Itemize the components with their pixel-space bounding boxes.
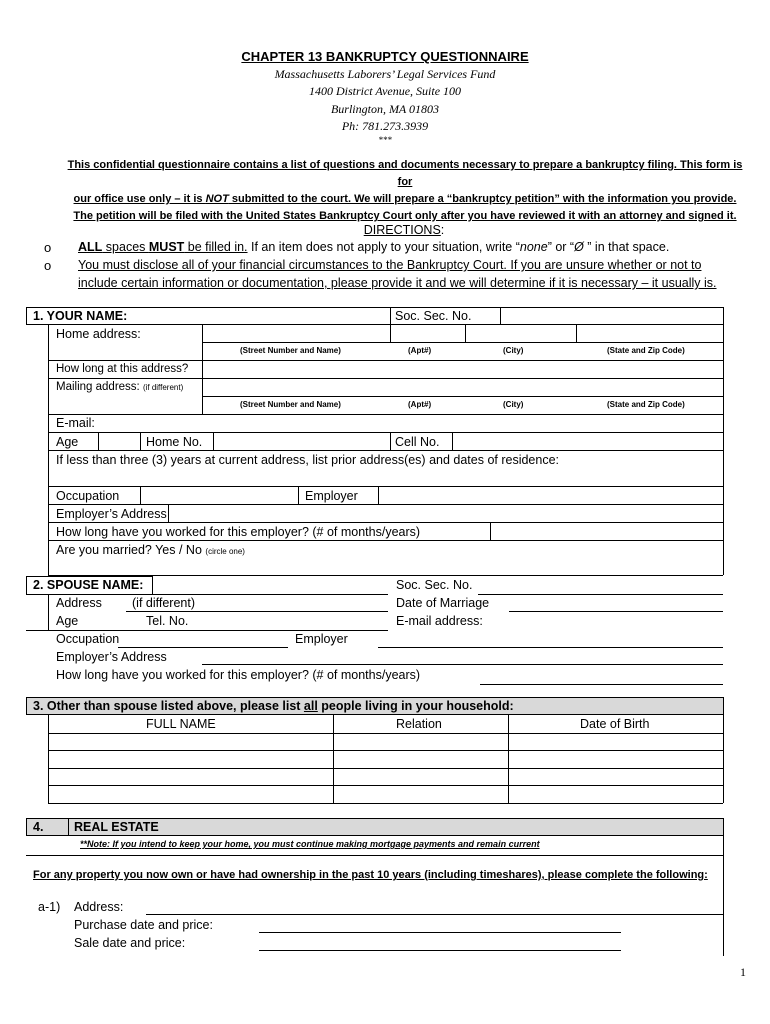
real-estate-number: 4. bbox=[33, 820, 44, 834]
prior-address-label: If less than three (3) years at current address, list prior address(es) and dates of residence: bbox=[56, 453, 560, 467]
page-number: 1 bbox=[740, 965, 746, 979]
form-title: CHAPTER 13 BANKRUPTCY QUESTIONNAIRE bbox=[241, 49, 529, 64]
ssn-field[interactable] bbox=[502, 308, 722, 323]
intro-line-2c: submitted to the court. We will prepare a “bankruptcy petition” with the information you provide. bbox=[228, 193, 737, 205]
spouse-age-label: Age bbox=[56, 614, 79, 628]
apt-field[interactable] bbox=[392, 325, 464, 341]
col-relation: Relation bbox=[396, 717, 442, 731]
dir-all: ALL bbox=[78, 240, 103, 254]
household-title bbox=[33, 699, 514, 713]
city-caption: (City) bbox=[503, 346, 524, 355]
dir-end: ” in that space. bbox=[583, 240, 670, 254]
how-long-employer-label: How long have you worked for this employer? (# of months/years) bbox=[56, 525, 421, 539]
dir-or: ” or “ bbox=[547, 240, 575, 254]
spouse-tel-label: Tel. No. bbox=[146, 614, 189, 628]
table-row[interactable] bbox=[50, 769, 722, 784]
intro-line-3: The petition will be filed with the United States Bankruptcy Court only after you have reviewed it with an attorney and signed it. bbox=[73, 210, 737, 222]
mailing-text: Mailing address: bbox=[56, 381, 140, 393]
purchase-date-field[interactable] bbox=[259, 917, 621, 931]
spouse-address-label: Address bbox=[56, 596, 102, 610]
apt-caption-2: (Apt#) bbox=[408, 400, 432, 409]
spouse-address-field[interactable] bbox=[210, 596, 386, 610]
employer-address-label: Employer’s Address bbox=[56, 507, 167, 521]
org-address-2: Burlington, MA 01803 bbox=[330, 102, 440, 116]
direction-bullet-2-line-2: include certain information or documentation, please provide it and we will determine if it is necessary – it usually is. bbox=[78, 276, 717, 290]
sale-date-field[interactable] bbox=[259, 935, 621, 949]
state-caption-2: (State and Zip Code) bbox=[607, 400, 685, 409]
how-long-employer-field[interactable] bbox=[492, 523, 722, 539]
occupation-field[interactable] bbox=[142, 487, 297, 503]
spouse-occupation-field[interactable] bbox=[118, 632, 288, 646]
dir-empty-symbol: Ø bbox=[574, 240, 584, 254]
a1-label: a-1) bbox=[38, 900, 61, 914]
property-instruction: For any property you now own or have had ownership in the past 10 years (including timeshares), please complete the following: bbox=[33, 869, 708, 881]
occupation-label: Occupation bbox=[56, 489, 120, 503]
directions-colon: : bbox=[440, 223, 445, 237]
property-address-label: Address: bbox=[74, 900, 124, 914]
real-estate-title: REAL ESTATE bbox=[74, 820, 159, 834]
header-stars: *** bbox=[378, 135, 392, 145]
spouse-name-field[interactable] bbox=[154, 578, 386, 593]
state-zip-field[interactable] bbox=[578, 325, 722, 341]
spouse-ssn-label: Soc. Sec. No. bbox=[396, 578, 473, 592]
mailing-address-label bbox=[56, 381, 183, 393]
apt-caption: (Apt#) bbox=[408, 346, 432, 355]
dir-filled: be filled in. bbox=[184, 240, 248, 254]
dir-rest: If an item does not apply to your situation, write “ bbox=[247, 240, 520, 254]
date-of-marriage-field[interactable] bbox=[509, 596, 722, 610]
directions-title bbox=[19, 223, 770, 237]
purchase-date-label: Purchase date and price: bbox=[74, 918, 213, 932]
cell-no-label: Cell No. bbox=[395, 435, 440, 449]
your-name-field[interactable] bbox=[128, 308, 388, 323]
circle-one-hint: (circle one) bbox=[205, 547, 245, 556]
org-name: Massachusetts Laborers’ Legal Services Fund bbox=[274, 67, 496, 81]
home-no-field[interactable] bbox=[215, 433, 389, 449]
age-field[interactable] bbox=[100, 433, 139, 449]
employer-field[interactable] bbox=[380, 487, 722, 503]
spouse-how-long-label: How long have you worked for this employer? (# of months/years) bbox=[56, 668, 421, 682]
dir-spaces: spaces bbox=[102, 240, 149, 254]
table-row[interactable] bbox=[50, 751, 722, 767]
bullet-1-marker: o bbox=[44, 240, 52, 255]
dir-must: MUST bbox=[148, 240, 185, 254]
spouse-age-field[interactable] bbox=[88, 614, 138, 629]
spouse-ssn-field[interactable] bbox=[478, 578, 722, 593]
street-field[interactable] bbox=[204, 325, 388, 341]
direction-bullet-1 bbox=[78, 240, 669, 254]
direction-bullet-2-line-1: You must disclose all of your financial circumstances to the Bankruptcy Court. If you are unsure whether or not to bbox=[78, 258, 702, 272]
email-label: E-mail: bbox=[56, 416, 95, 430]
ssn-label: Soc. Sec. No. bbox=[395, 309, 472, 323]
cell-no-field[interactable] bbox=[454, 433, 722, 449]
state-caption: (State and Zip Code) bbox=[607, 346, 685, 355]
mortgage-note: **Note: If you intend to keep your home, you must continue making mortgage payments and remain current bbox=[80, 839, 540, 849]
org-phone: Ph: 781.273.3939 bbox=[341, 119, 429, 133]
date-of-marriage-label: Date of Marriage bbox=[396, 596, 490, 610]
intro-line-1: This confidential questionnaire contains a list of questions and documents necessary to prepare a bankruptcy filing. This form is for bbox=[67, 159, 743, 188]
table-row[interactable] bbox=[50, 734, 722, 749]
spouse-email-field[interactable] bbox=[490, 614, 722, 629]
household-title-all: all bbox=[303, 699, 318, 713]
sale-date-label: Sale date and price: bbox=[74, 936, 186, 950]
mailing-if-different: (if different) bbox=[142, 383, 184, 392]
spouse-employer-field[interactable] bbox=[378, 632, 722, 646]
spouse-address-if-different: (if different) bbox=[132, 596, 195, 610]
employer-label: Employer bbox=[305, 489, 358, 503]
intro-not: NOT bbox=[205, 193, 229, 205]
dir-none: none bbox=[519, 240, 548, 254]
city-caption-2: (City) bbox=[503, 400, 524, 409]
prior-address-field[interactable] bbox=[50, 470, 722, 485]
spouse-employer-address-label: Employer’s Address bbox=[56, 650, 167, 664]
intro-line-2a: our office use only – it is bbox=[73, 193, 206, 205]
spouse-employer-label: Employer bbox=[295, 632, 348, 646]
employer-address-field[interactable] bbox=[170, 505, 722, 521]
intro-paragraph bbox=[60, 157, 750, 225]
city-field[interactable] bbox=[467, 325, 575, 341]
married-text[interactable]: Are you married? Yes / No bbox=[56, 543, 202, 557]
directions-title-text: DIRECTIONS bbox=[363, 223, 441, 237]
table-row[interactable] bbox=[50, 786, 722, 802]
mailing-address-field[interactable] bbox=[204, 379, 722, 395]
bullet-2-marker: o bbox=[44, 258, 52, 273]
org-address-1: 1400 District Avenue, Suite 100 bbox=[308, 84, 462, 98]
spouse-how-long-field[interactable] bbox=[480, 668, 722, 683]
how-long-address-field[interactable] bbox=[204, 361, 722, 377]
col-full-name: FULL NAME bbox=[146, 717, 216, 731]
spouse-email-label: E-mail address: bbox=[396, 614, 483, 628]
intro-line-2 bbox=[60, 191, 750, 208]
age-label: Age bbox=[56, 435, 79, 449]
spouse-employer-address-field[interactable] bbox=[202, 650, 722, 663]
household-title-c: people living in your household: bbox=[317, 699, 514, 713]
home-address-label: Home address: bbox=[56, 327, 141, 341]
col-date-of-birth: Date of Birth bbox=[580, 717, 650, 731]
property-address-field[interactable] bbox=[146, 899, 722, 913]
your-name-label: 1. YOUR NAME: bbox=[33, 309, 128, 323]
spouse-occupation-label: Occupation bbox=[56, 632, 120, 646]
spouse-tel-field[interactable] bbox=[200, 614, 386, 629]
spouse-name-label: 2. SPOUSE NAME: bbox=[33, 578, 144, 592]
home-no-label: Home No. bbox=[146, 435, 203, 449]
street-caption: (Street Number and Name) bbox=[240, 346, 341, 355]
married-label[interactable] bbox=[56, 543, 245, 557]
how-long-address-label: How long at this address? bbox=[56, 363, 189, 375]
household-title-a: 3. Other than spouse listed above, please list bbox=[33, 699, 304, 713]
email-field[interactable] bbox=[100, 415, 720, 431]
street-caption-2: (Street Number and Name) bbox=[240, 400, 341, 409]
